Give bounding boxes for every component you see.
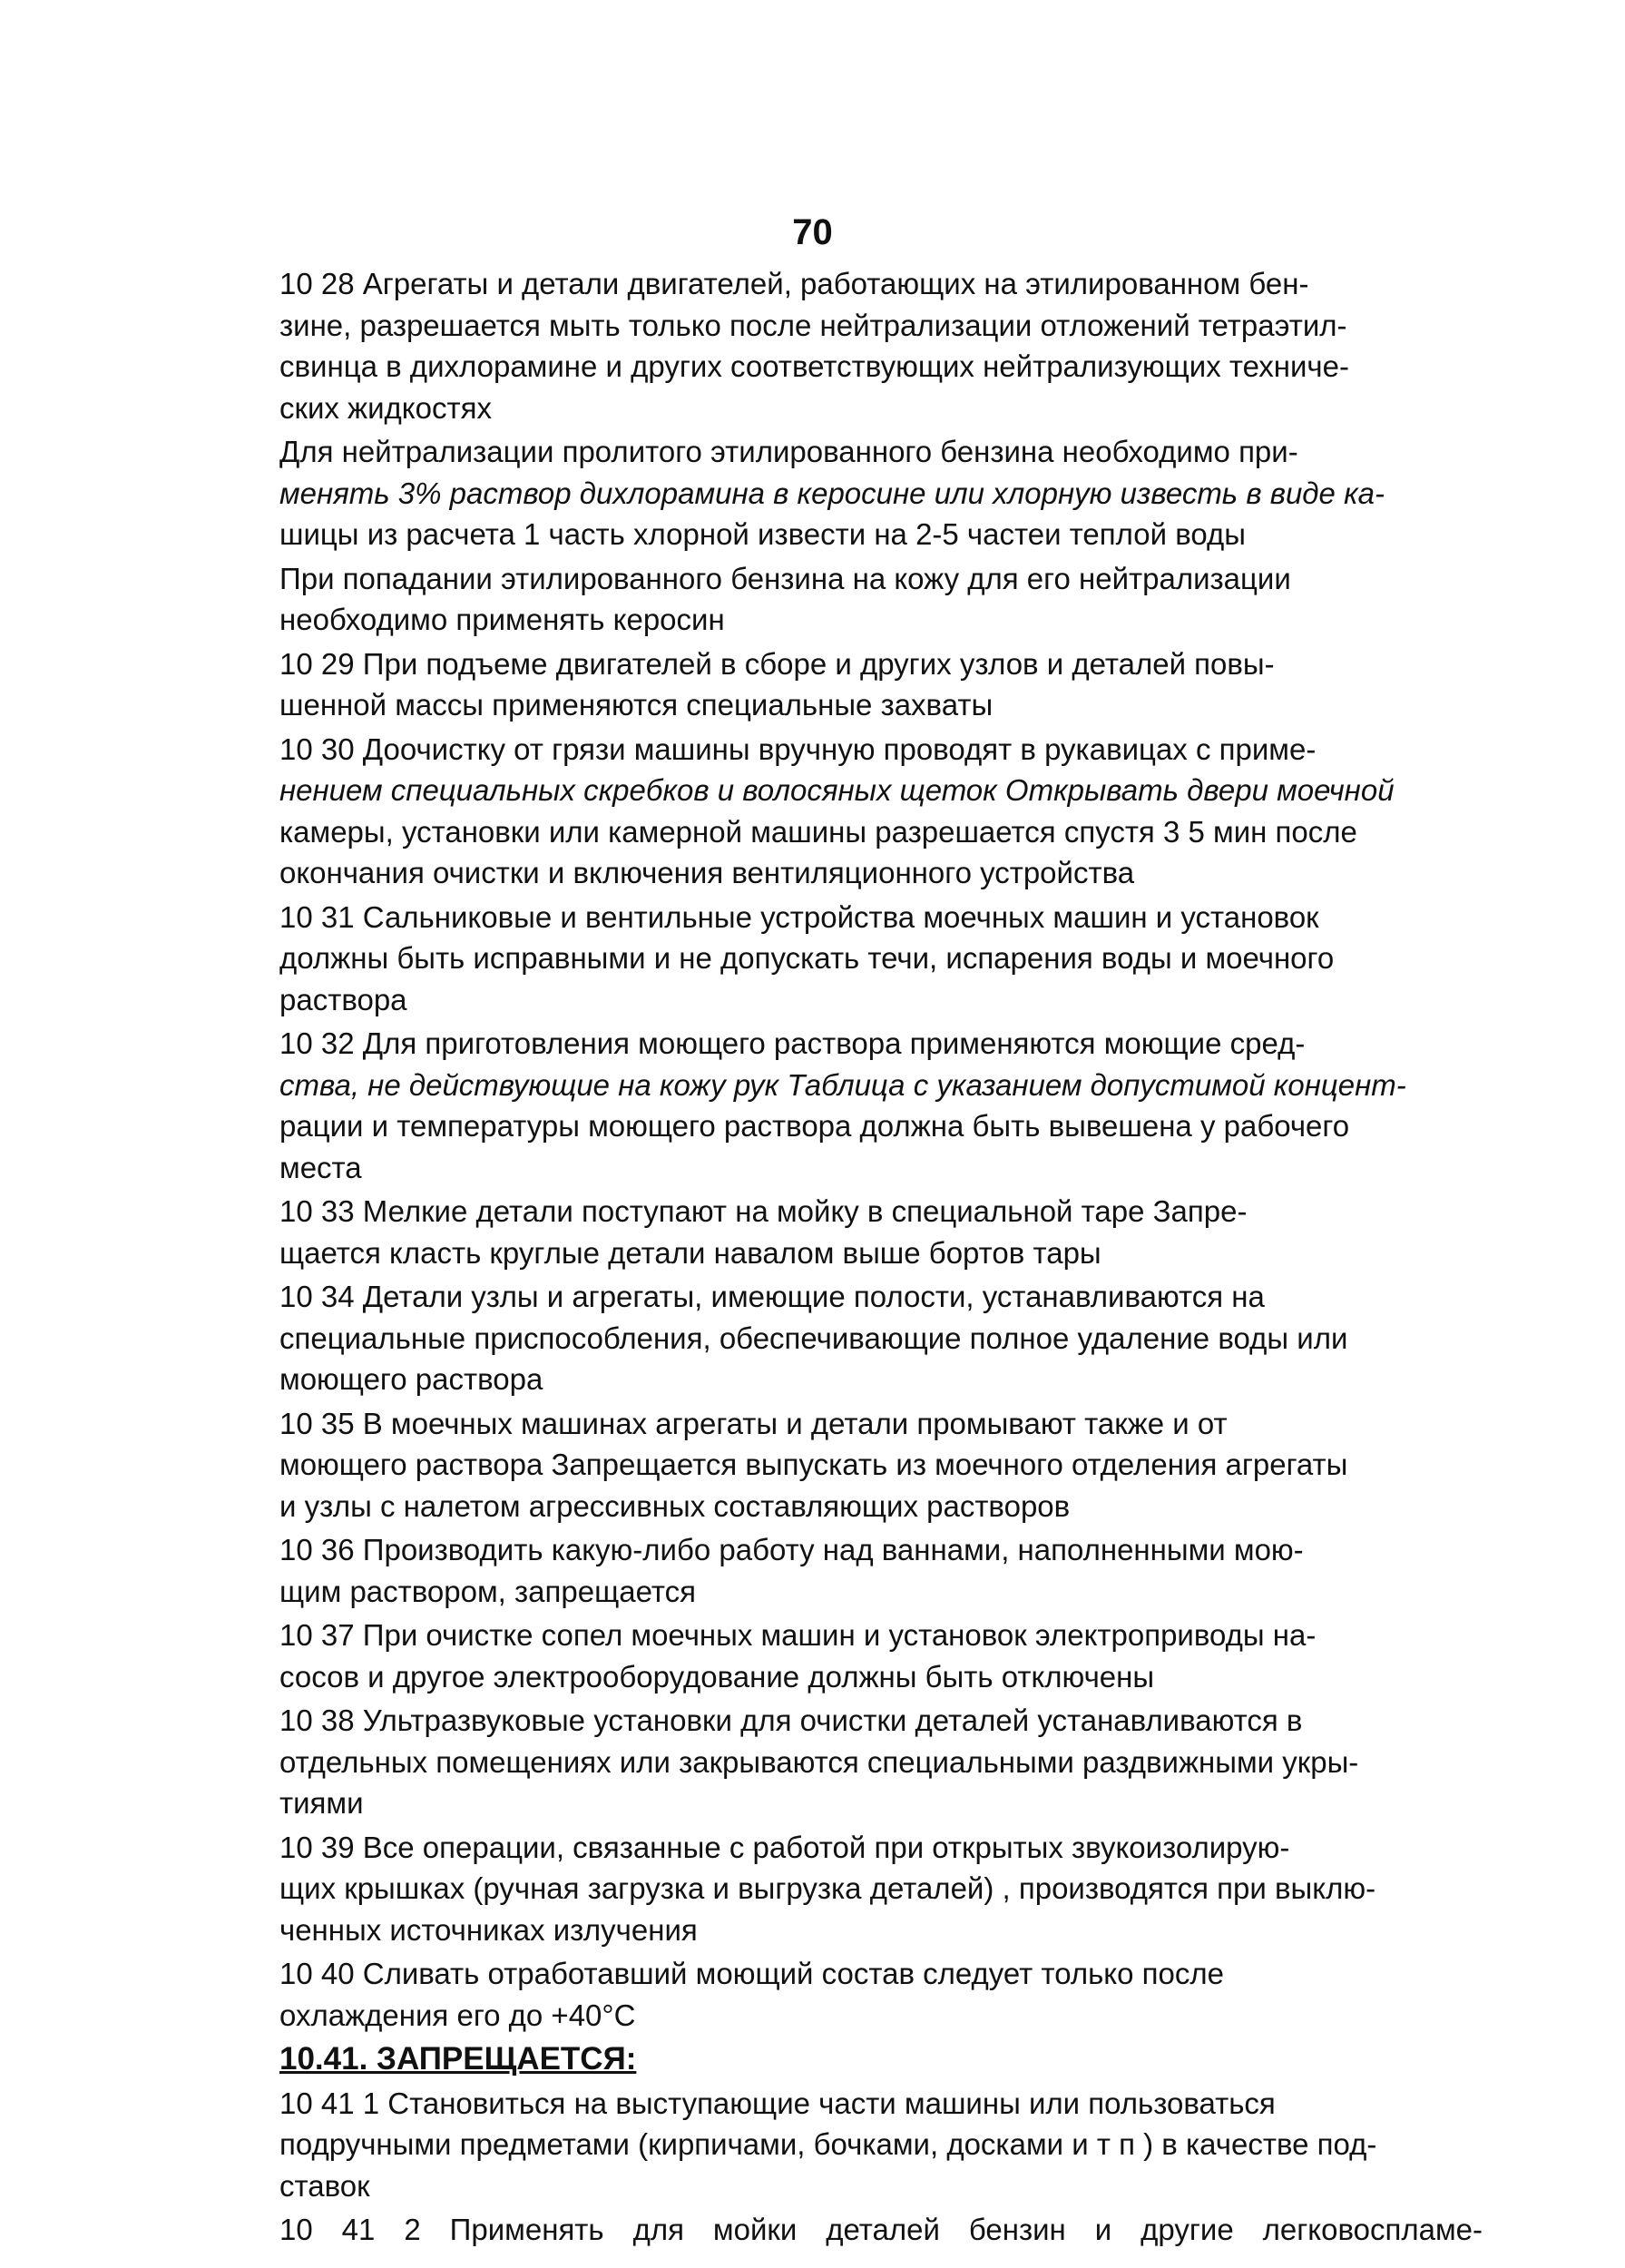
text-line: 10 33 Мелкие детали поступают на мойку в специальной таре Запре- — [279, 1194, 1248, 1228]
text-line: щается класть круглые детали навалом выше бортов тары — [279, 1235, 1101, 1270]
paragraph-10-34 — [225, 1276, 1483, 1400]
text-line: охлаждения его до +40°С — [279, 1998, 636, 2032]
text-line: 10 32 Для приготовления моющего раствора применяются моющие сред- — [279, 1026, 1306, 1060]
text-line: При попадании этилированного бензина на кожу для его нейтрализации — [279, 561, 1291, 595]
text-line: 10 28 Агрегаты и детали двигателей, работающих на этилированном бен- — [279, 267, 1309, 300]
document-body — [225, 263, 1483, 2253]
text-line: ских жидкостях — [279, 390, 492, 425]
text-line: должны быть исправными и не допускать течи, испарения воды и моечного — [279, 941, 1335, 975]
text-line: моющего раствора Запрещается выпускать из моечного отделения агрегаты — [279, 1448, 1348, 1481]
paragraph-10-32 — [225, 1023, 1483, 1188]
text-line: отдельных помещениях или закрываются специальными раздвижными укры- — [279, 1744, 1359, 1779]
text-line: 10 36 Производить какую-либо работу над ваннами, наполненными мою- — [279, 1533, 1304, 1566]
text-line: 10 34 Детали узлы и агрегаты, имеющие полости, устанавливаются на — [279, 1280, 1265, 1313]
text-line: 10 39 Все операции, связанные с работой при открытых звукоизолирую- — [279, 1830, 1290, 1864]
text-line: щих крышках (ручная загрузка и выгрузка деталей) , производятся при выклю- — [279, 1871, 1376, 1905]
paragraph-10-35 — [225, 1403, 1483, 1527]
text-line: места — [279, 1150, 362, 1184]
text-line: ставок — [279, 2168, 370, 2203]
text-line: сосов и другое электрооборудование должны быть отключены — [279, 1659, 1155, 1694]
section-heading: 10.41. ЗАПРЕЩАЕТСЯ: — [279, 2041, 637, 2077]
text-line: свинца в дихлорамине и других соответствующих нейтрализующих техниче- — [279, 349, 1349, 383]
text-line: тиями — [279, 1786, 364, 1820]
text-line: специальные приспособления, обеспечивающие полное удаление воды или — [279, 1321, 1348, 1355]
text-line: шицы из расчета 1 часть хлорной извести на 2-5 частеи теплой воды — [279, 517, 1246, 551]
paragraph-10-33 — [225, 1191, 1483, 1273]
text-line: нением специальных скребков и волосяных щеток Открывать двери моечной — [279, 773, 1395, 807]
text-line: необходимо применять керосин — [279, 603, 725, 636]
text-line: щим раствором, запрещается — [279, 1574, 696, 1608]
text-line: 10 35 В моечных машинах агрегаты и детали промывают также и от — [279, 1406, 1228, 1440]
text-line: Для нейтрализации пролитого этилированного бензина необходимо при- — [279, 435, 1298, 468]
text-line: подручными предметами (кирпичами, бочками, досками и т п ) в качестве под- — [279, 2127, 1377, 2161]
paragraph-10-38 — [225, 1700, 1483, 1824]
paragraph-10-39 — [225, 1827, 1483, 1951]
text-line: раствора — [279, 982, 407, 1016]
text-line: 10 41 2 Применять для мойки деталей бензин и другие легковоспламе- — [279, 2213, 1483, 2246]
text-line: менять 3% раствор дихлорамина в керосине или хлорную известь в виде ка- — [279, 476, 1385, 510]
paragraph-10-28 — [225, 263, 1483, 428]
text-line: 10 29 При подъеме двигателей в сборе и других узлов и деталей повы- — [279, 646, 1275, 681]
text-line: 10 40 Сливать отработавший моющий состав следует только после — [279, 1957, 1224, 1990]
paragraph-10-36 — [225, 1529, 1483, 1612]
paragraph-10-30 — [225, 729, 1483, 894]
text-line: 10 37 При очистке сопел моечных машин и установок электроприводы на- — [279, 1618, 1317, 1652]
text-line: моющего раствора — [279, 1362, 543, 1396]
paragraph-10-31 — [225, 897, 1483, 1021]
text-line: камеры, установки или камерной машины разрешается спустя 3 5 мин после — [279, 814, 1357, 849]
text-line: 10 41 1 Становиться на выступающие части машины или пользоваться — [279, 2086, 1276, 2120]
paragraph-10-29 — [225, 643, 1483, 726]
text-line: ства, не действующие на кожу рук Таблица с указанием допустимой концент- — [279, 1067, 1406, 1102]
paragraph-10-37 — [225, 1615, 1483, 1697]
text-line: шенной массы применяются специальные захваты — [279, 688, 994, 722]
paragraph-10-41-2 — [225, 2209, 1483, 2251]
text-line: рации и температуры моющего раствора должна быть вывешена у рабочего — [279, 1109, 1350, 1143]
text-line: и узлы с налетом агрессивных составляющих растворов — [279, 1488, 1071, 1523]
text-line: окончания очистки и включения вентиляционного устройства — [279, 856, 1135, 889]
text-line: 10 30 Доочистку от грязи машины вручную проводят в рукавицах с приме- — [279, 731, 1317, 766]
text-line: зине, разрешается мыть только после нейтрализации отложений тетраэтил- — [279, 308, 1347, 342]
paragraph-10-40 — [225, 1953, 1483, 2036]
paragraph-neutralization-1 — [225, 431, 1483, 555]
paragraph-neutralization-2 — [225, 558, 1483, 641]
paragraph-10-41-1 — [225, 2083, 1483, 2207]
text-line: 10 38 Ультразвуковые установки для очистки деталей устанавливаются в — [279, 1703, 1303, 1737]
text-line: ченных источниках излучения — [279, 1912, 698, 1947]
page-number: 70 — [792, 212, 833, 252]
text-line: 10 31 Сальниковые и вентильные устройства моечных машин и установок — [279, 899, 1319, 934]
